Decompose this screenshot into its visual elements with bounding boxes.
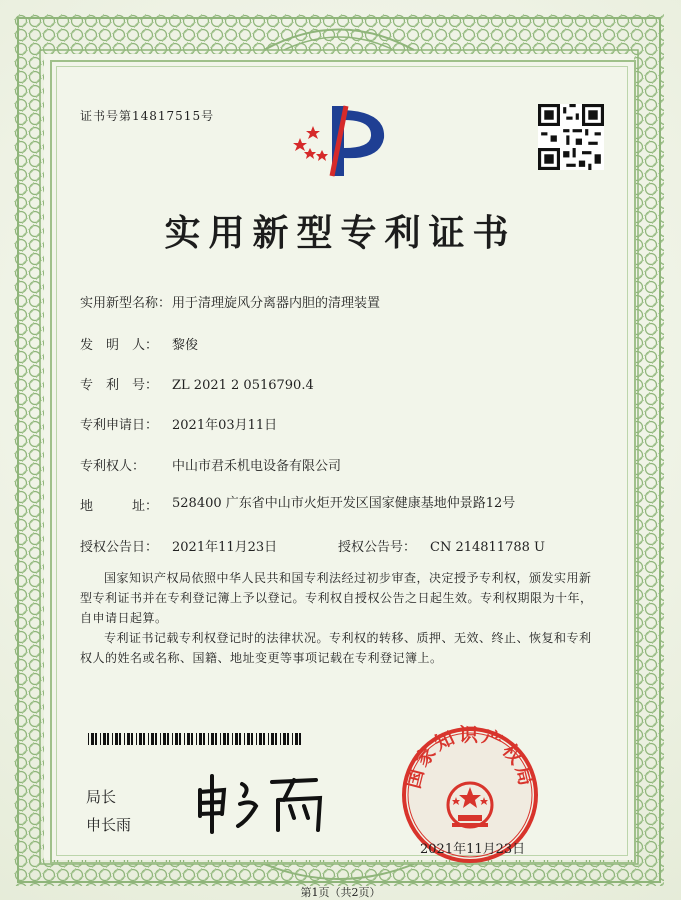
field-application-date xyxy=(80,414,277,433)
field-grant-number xyxy=(338,536,545,555)
field-value: 黎俊 xyxy=(172,338,199,353)
field-label: 专利权人： xyxy=(80,459,146,474)
field-label: 地 址： xyxy=(80,499,159,514)
field-patent-number xyxy=(80,374,314,393)
certificate-title: 实用新型专利证书 xyxy=(164,212,517,254)
legal-status-paragraph: 专利证书记载专利权登记时的法律状况。专利权的转移、质押、无效、终止、恢复和专利权人的姓名或名称、国籍、地址变更等事项记载在专利登记簿上。 xyxy=(80,631,592,665)
field-value: 用于清理旋风分离器内胆的清理装置 xyxy=(172,296,381,311)
seal-date: 2021年11月23日 xyxy=(420,842,526,857)
field-label: 专 利 号： xyxy=(80,378,159,393)
field-label: 发 明 人： xyxy=(80,338,159,353)
field-label: 实用新型名称： xyxy=(80,296,172,311)
field-inventor xyxy=(80,334,198,353)
certificate-number: 证书号第14817515号 xyxy=(80,109,215,123)
field-grant-date xyxy=(80,536,277,555)
field-label: 授权公告号： xyxy=(338,540,417,555)
field-value: 2021年03月11日 xyxy=(172,418,278,433)
field-address-value: 528400 广东省中山市火炬开发区国家健康基地仲景路12号 xyxy=(172,496,516,511)
field-label: 授权公告日： xyxy=(80,540,159,555)
field-value: CN 214811788 U xyxy=(430,540,545,555)
field-label: 专利申请日： xyxy=(80,418,159,433)
field-value: ZL 2021 2 0516790.4 xyxy=(172,378,314,393)
director-name: 申长雨 xyxy=(86,817,132,834)
barcode-icon xyxy=(88,733,303,745)
director-title: 局长 xyxy=(86,789,117,806)
statement-paragraph: 国家知识产权局依照中华人民共和国专利法经过初步审查，决定授予专利权，颁发实用新型专利证书并在专利登记簿上予以登记。专利权自授权公告之日起生效。专利权期限为十年，自申请日起算。 xyxy=(80,571,593,625)
field-address xyxy=(80,495,172,514)
svg-text:国家知识产权局: 国家知识产权局 xyxy=(402,725,538,791)
page-number: 第1页（共2页） xyxy=(300,886,381,899)
qr-code-icon xyxy=(538,104,604,170)
director-signature-icon xyxy=(192,770,337,835)
cnipa-logo-icon xyxy=(288,98,393,178)
field-value: 中山市君禾机电设备有限公司 xyxy=(172,459,342,474)
field-patentee xyxy=(80,455,341,474)
field-utility-model-name xyxy=(80,292,380,311)
field-value: 2021年11月23日 xyxy=(172,540,278,555)
